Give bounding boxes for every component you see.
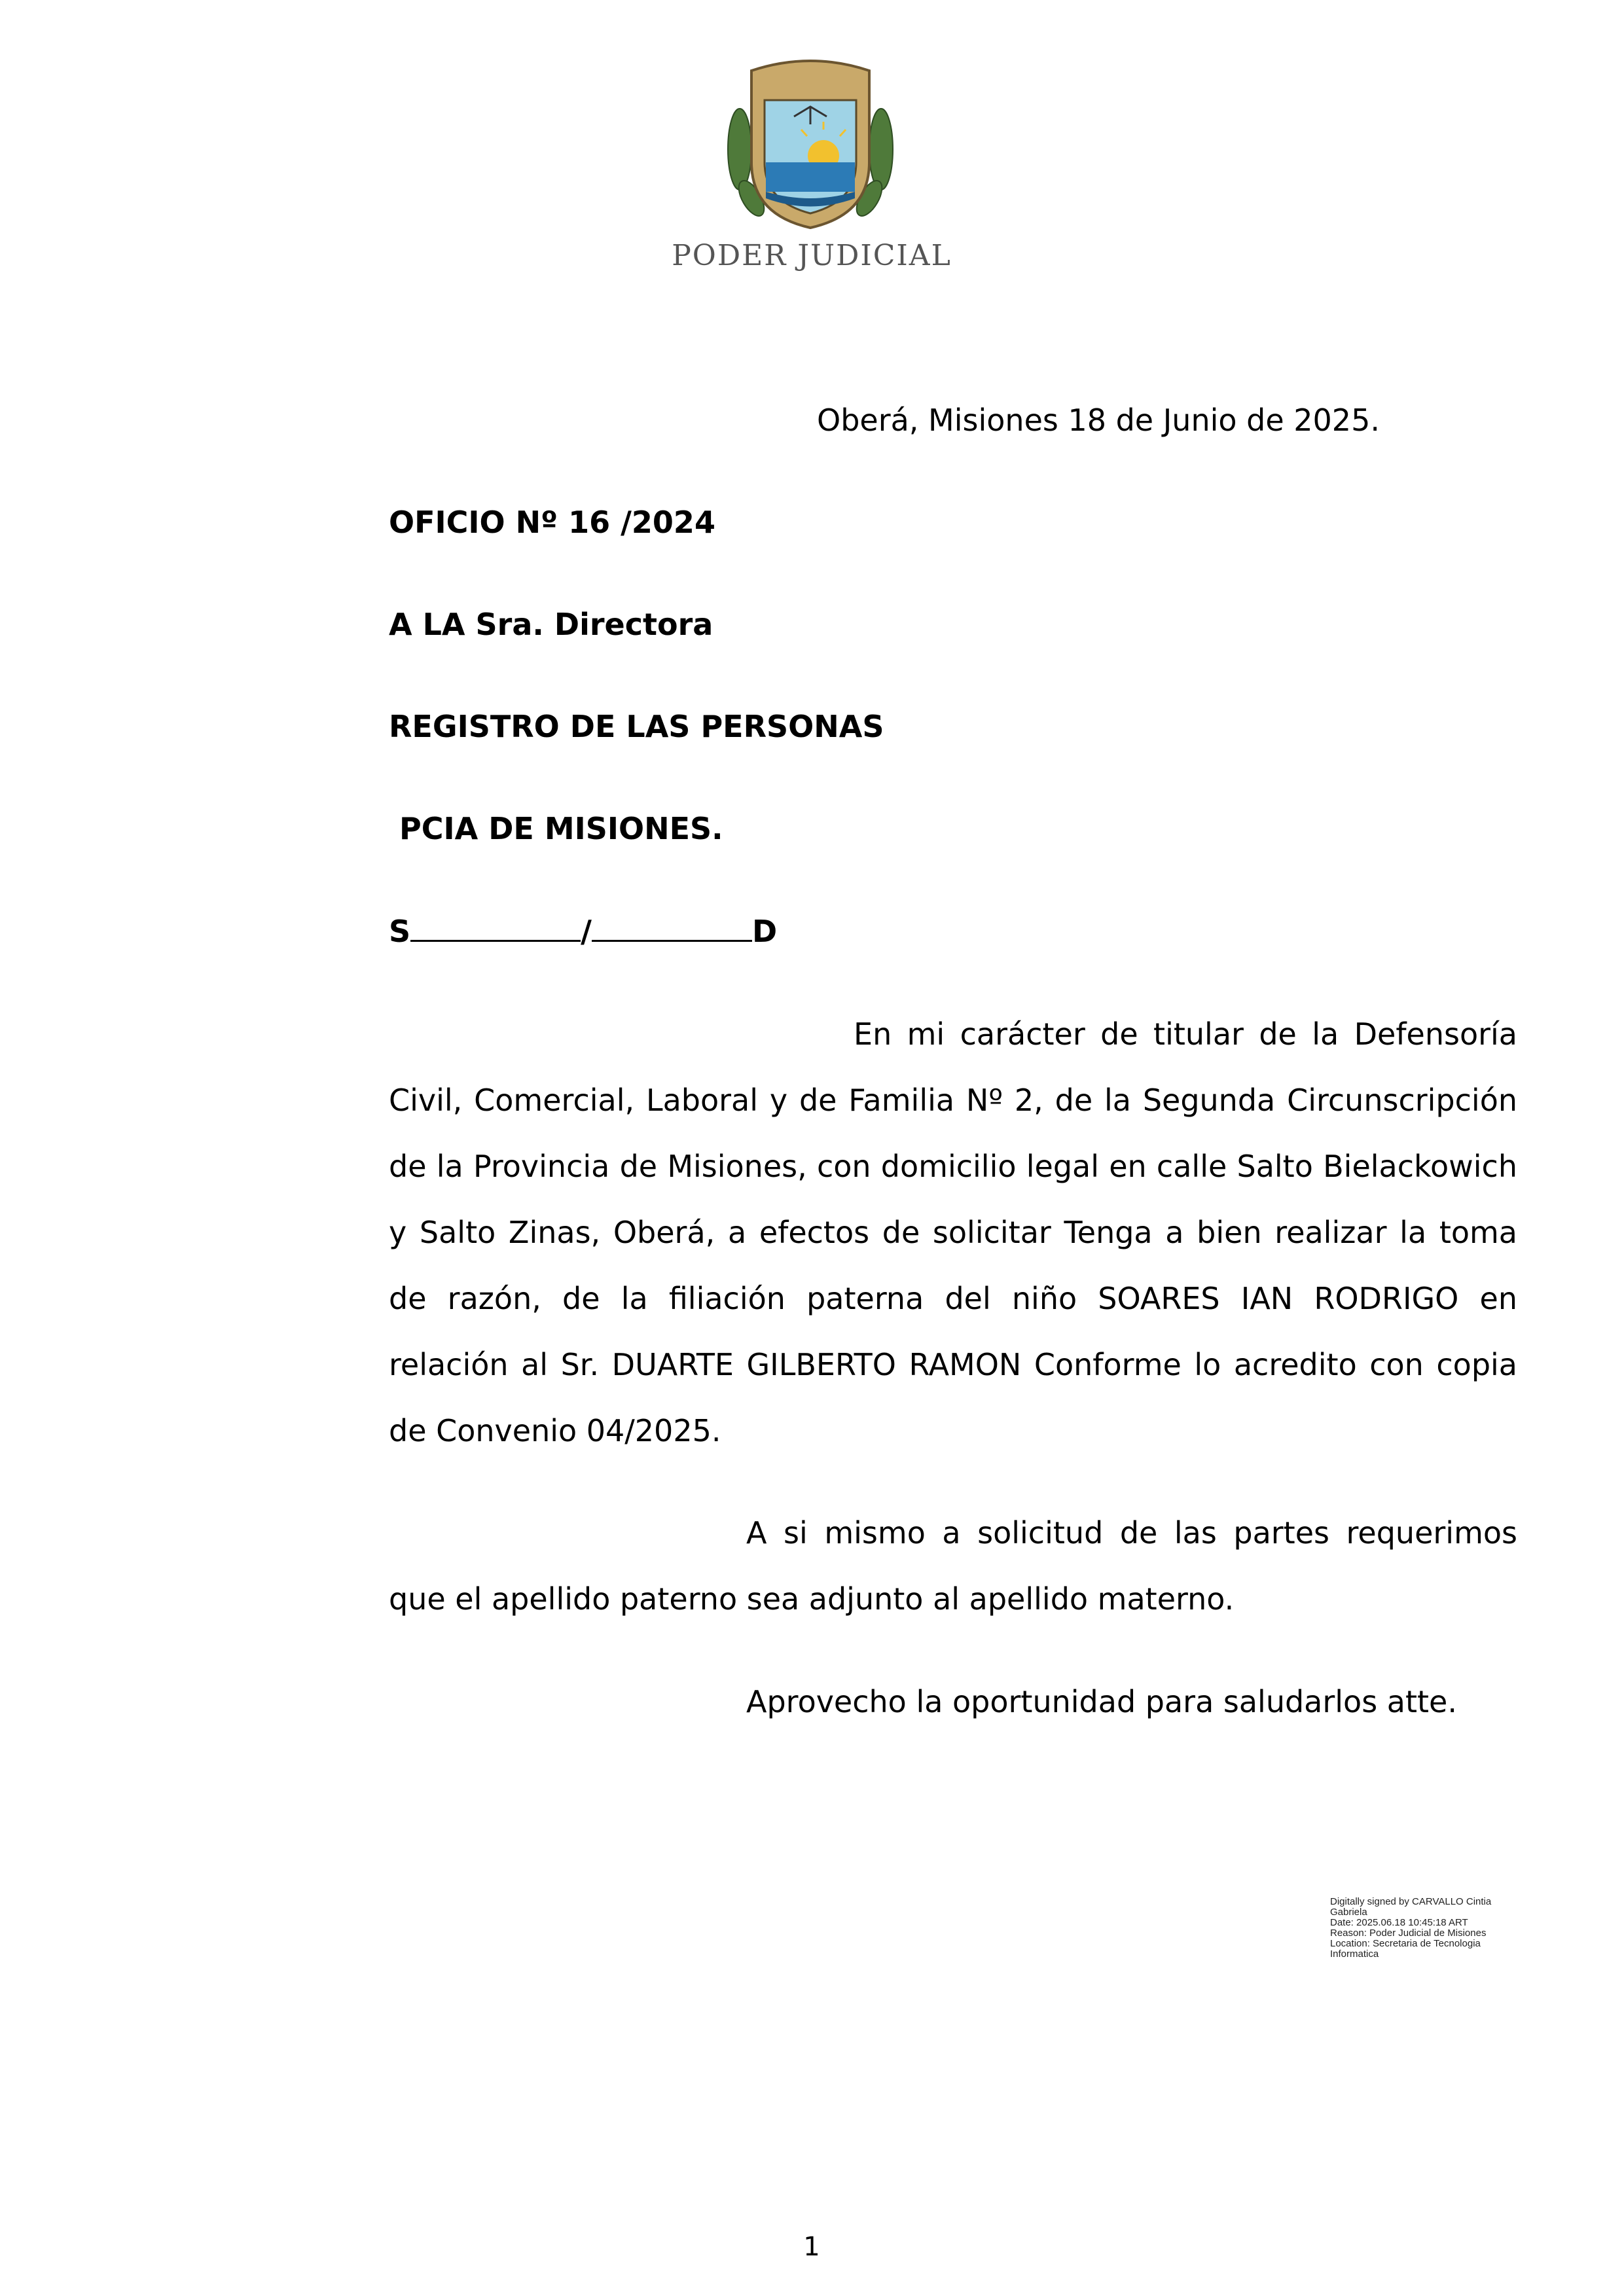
salutation-sd (389, 911, 777, 951)
addressee-line-2: REGISTRO DE LAS PERSONAS (389, 709, 884, 744)
signature-signed-by: Digitally signed by CARVALLO Cintia Gabriela (1330, 1896, 1492, 1918)
addressee-line-1: A LA Sra. Directora (389, 607, 713, 642)
body-paragraph-2 (389, 1500, 1517, 1632)
signature-location: Location: Secretaria de Tecnologia Informatica (1330, 1938, 1481, 1960)
body-paragraph-1 (389, 1001, 1517, 1464)
signature-date: Date: 2025.06.18 10:45:18 ART (1330, 1917, 1468, 1928)
seal-caption: PODER JUDICIAL (672, 239, 952, 272)
poder-judicial-seal-logo (725, 51, 895, 234)
sd-d: D (751, 914, 778, 949)
body-paragraph-1-text: En mi carácter de titular de la Defensoría Civil, Comercial, Laboral y de Familia Nº 2, de la Segunda Circunscripción de la Provincia de Misiones, con domicilio legal en calle Salto Bielackowich y Salto Zinas, Oberá, a efectos de solicitar Tenga a bien realizar la toma de razón, de la filiación paterna del niño SOARES IAN RODRIGO en relación al Sr. DUARTE GILBERTO RAMON Conforme lo acredito con copia de Convenio 04/2025. (389, 1016, 1517, 1448)
signature-reason: Reason: Poder Judicial de Misiones (1330, 1928, 1487, 1939)
oficio-number: OFICIO Nº 16 /2024 (389, 505, 715, 540)
place-and-date: Oberá, Misiones 18 de Junio de 2025. (817, 403, 1380, 438)
page-number: 1 (803, 2232, 820, 2262)
digital-signature-stamp (1330, 1897, 1526, 1960)
sd-slash: / (581, 914, 592, 949)
closing-line: Aprovecho la oportunidad para saludarlos atte. (746, 1684, 1457, 1719)
body-paragraph-2-text: A si mismo a solicitud de las partes requerimos que el apellido paterno sea adjunto al apellido materno. (389, 1515, 1517, 1617)
sd-s: S (389, 914, 411, 949)
addressee-line-3: PCIA DE MISIONES. (389, 811, 723, 846)
